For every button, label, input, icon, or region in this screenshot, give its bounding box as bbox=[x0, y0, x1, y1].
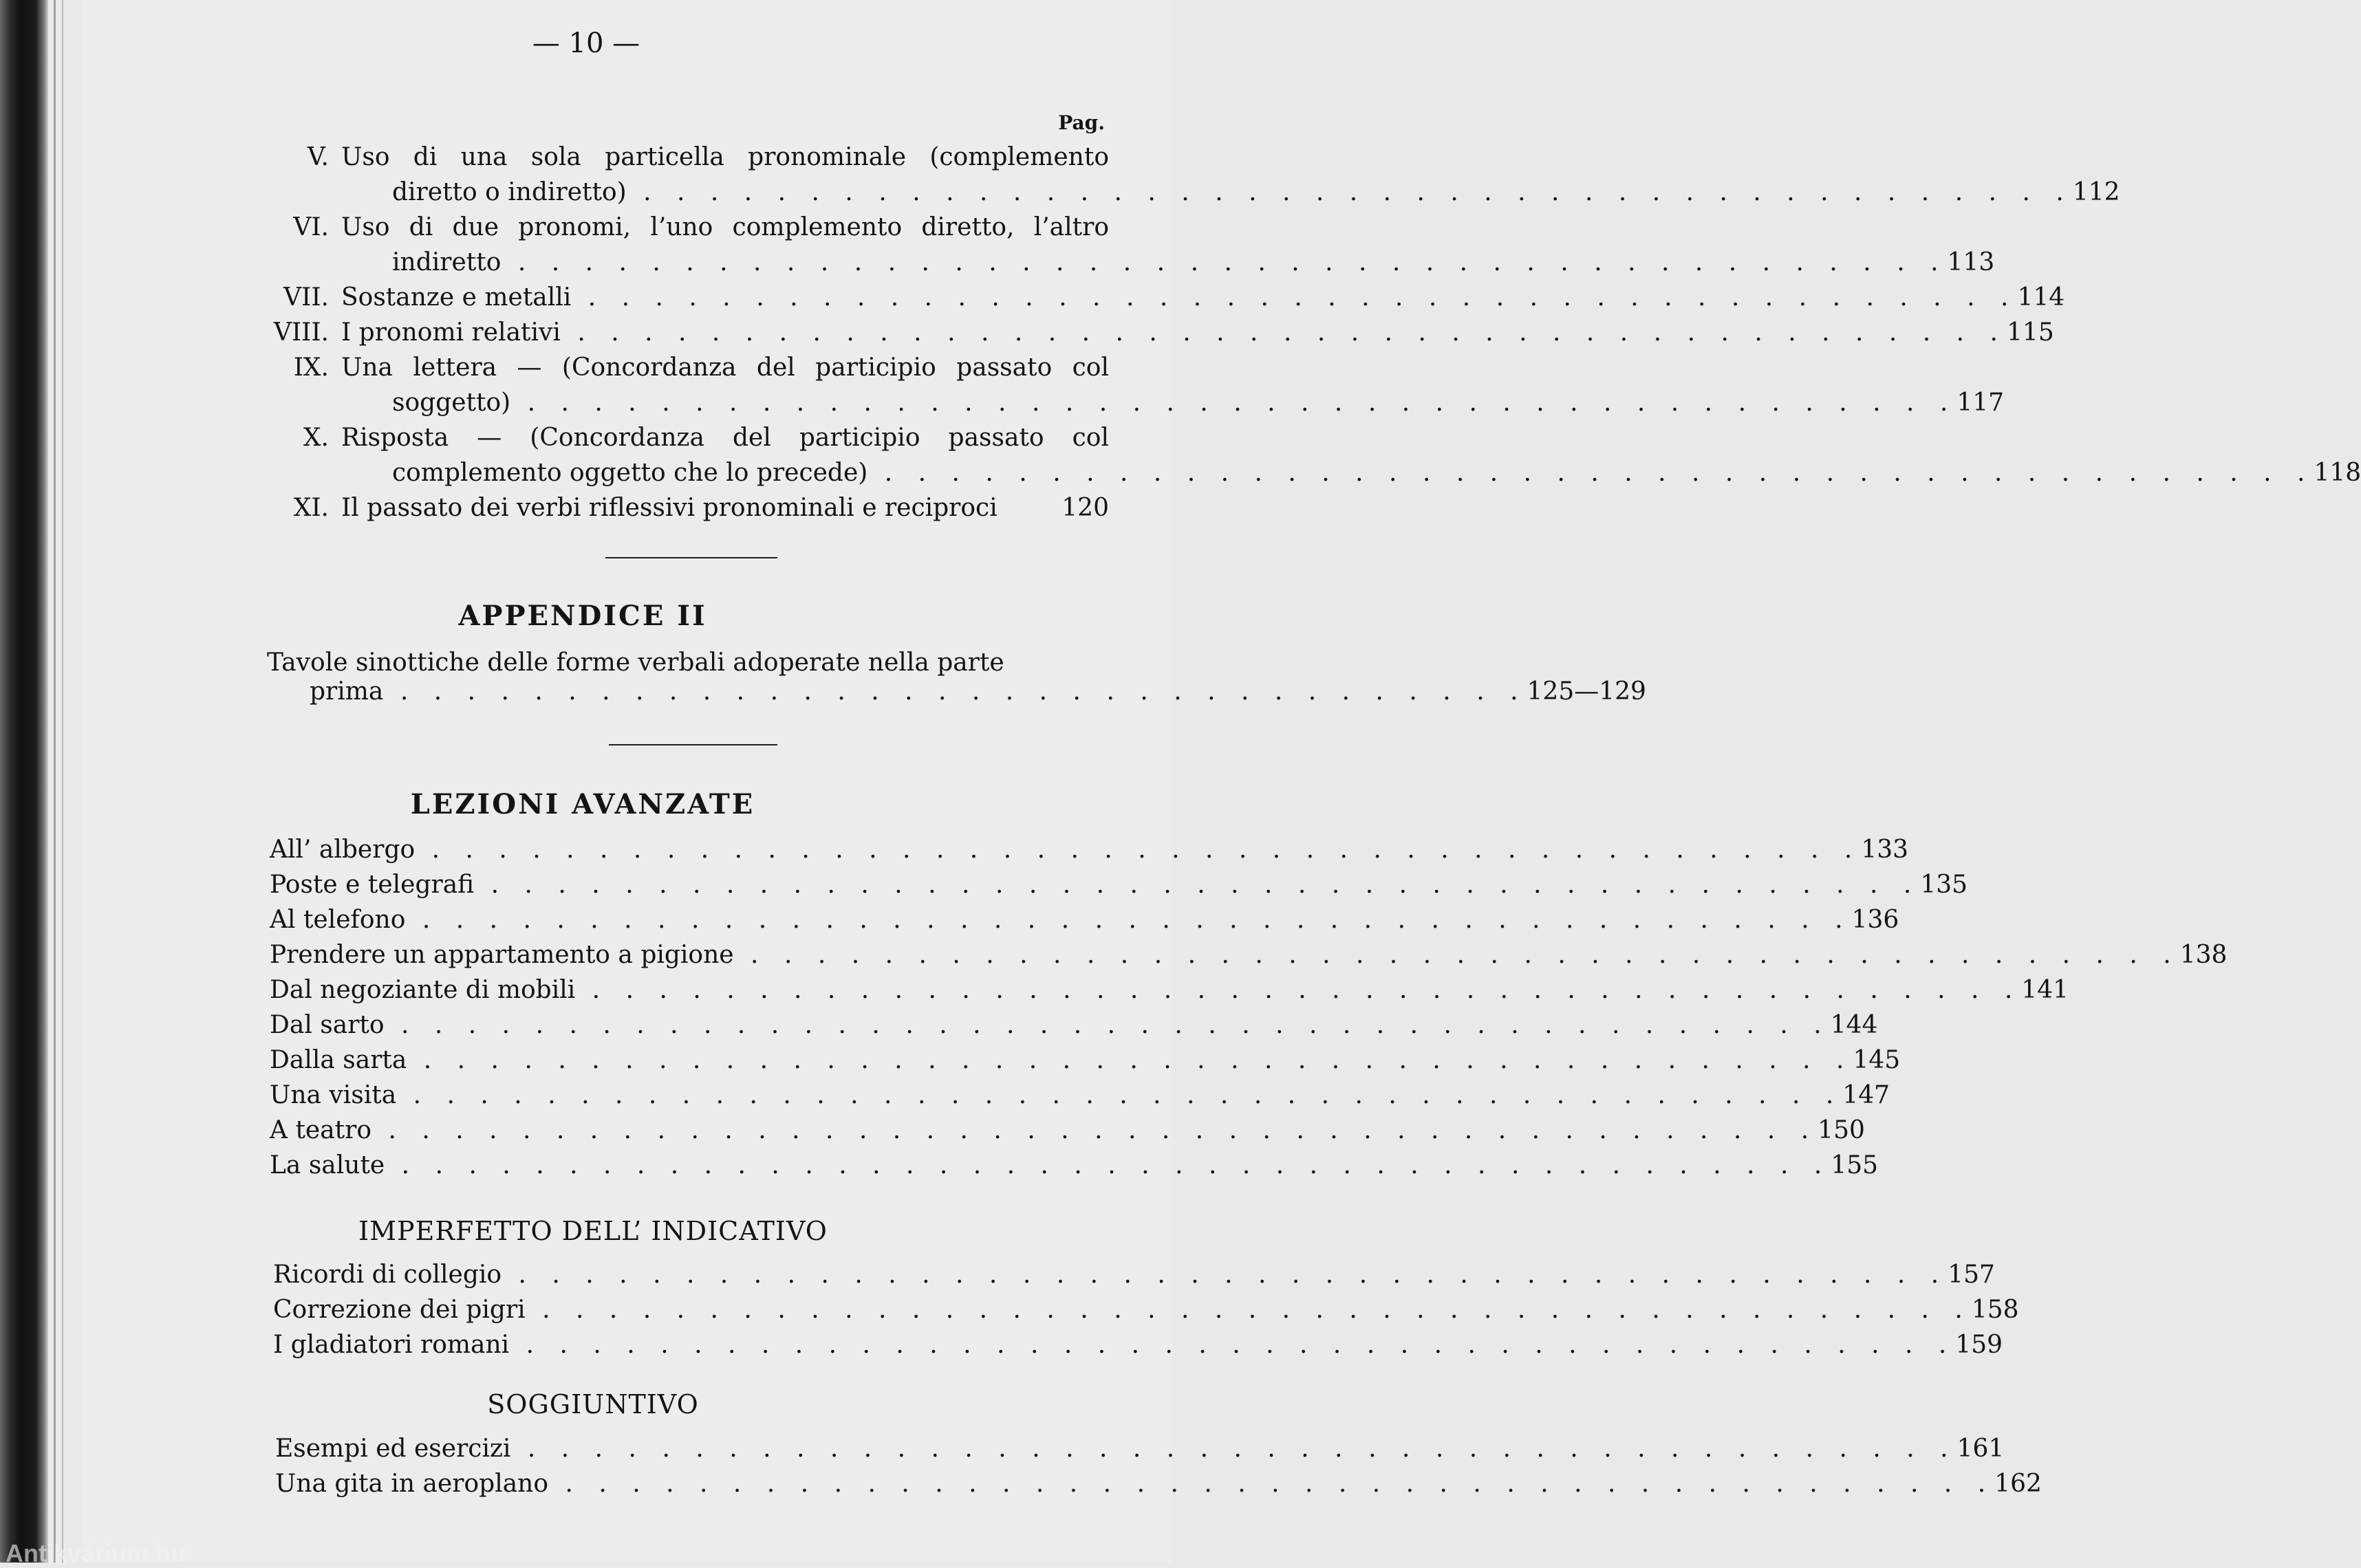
toc-number: IX. bbox=[293, 353, 329, 382]
page-edge-line bbox=[54, 0, 56, 1562]
imperfetto-label: Correzione dei pigri bbox=[273, 1296, 526, 1324]
dot-leader: . . . . . . . . . . . . . . . . . . . . . . . . . . . . . . . . . . . . . . . . . . . bbox=[571, 283, 2018, 312]
lezioni-label: Dalla sarta bbox=[270, 1046, 407, 1074]
imperfetto-entry bbox=[273, 1294, 2019, 1327]
dot-leader: . . . . . . . . . . . . . . . . . . . . . . . . . . . . . . . . . . . . . . . . . . . bbox=[384, 1011, 1831, 1039]
dot-leader: . . . . . . . . . . . . . . . . . . . . . . . . . . . . . . . . . . bbox=[383, 677, 1527, 706]
appendice-line: Tavole sinottiche delle forme verbali adoperate nella parte bbox=[267, 649, 1004, 677]
toc-page: 117 bbox=[1956, 389, 2005, 417]
toc-entry bbox=[341, 492, 1109, 525]
dot-leader: . . . . . . . . . . . . . . . . . . . . . . . . . . . . . . . . . . . . . . . . . . . bbox=[560, 318, 2007, 347]
lezioni-entry bbox=[270, 939, 2228, 972]
toc-title-line: Una lettera — (Concordanza del participio passato col bbox=[341, 353, 1109, 382]
toc-title-line: Risposta — (Concordanza del participio passato col bbox=[341, 424, 1109, 452]
dot-leader: . . . . . . . . . . . . . . . . . . . . . . . . . . . . . . . . . . . . . . . . . . . bbox=[474, 871, 1921, 899]
toc-entry bbox=[341, 281, 2065, 314]
imperfetto-entry bbox=[273, 1259, 1995, 1292]
lezioni-entry bbox=[270, 869, 1968, 902]
dot-leader: . . . . . . . . . . . . . . . . . . . . . . . . . . . . . . . . . . . . . . . . . . . bbox=[548, 1470, 1995, 1498]
imperfetto-page: 158 bbox=[1971, 1296, 2019, 1324]
lezioni-page: 145 bbox=[1853, 1046, 1901, 1074]
toc-title-line: Il passato dei verbi riflessivi pronominali e reciproci bbox=[341, 494, 998, 522]
toc-title-line: Uso di una sola particella pronominale (complemento bbox=[341, 143, 1109, 171]
toc-title-line: Sostanze e metalli bbox=[341, 283, 572, 312]
toc-title-line: Uso di due pronomi, l’uno complemento diretto, l’altro bbox=[341, 213, 1109, 241]
toc-page: 118 bbox=[2314, 459, 2361, 487]
toc-page: 113 bbox=[1947, 248, 1995, 276]
dot-leader: . . . . . . . . . . . . . . . . . . . . . . . . . . . . . . . . . . . . . . . . . . . bbox=[396, 1081, 1843, 1109]
appendice-title: APPENDICE II bbox=[458, 600, 707, 632]
toc-title-line: I pronomi relativi bbox=[341, 318, 561, 347]
lezioni-title: LEZIONI AVANZATE bbox=[410, 788, 755, 820]
lezioni-page: 144 bbox=[1830, 1011, 1878, 1039]
page-edge-line bbox=[62, 0, 63, 1562]
lezioni-page: 136 bbox=[1851, 906, 1899, 934]
dot-leader: . . . . . . . . . . . . . . . . . . . . . . . . . . . . . . . . . . . . . . . . . . . bbox=[867, 459, 2314, 487]
appendice-entry bbox=[310, 675, 1646, 708]
lezioni-entry bbox=[270, 1149, 1879, 1182]
lezioni-entry bbox=[270, 1079, 1890, 1112]
soggiuntivo-entry bbox=[275, 1468, 2042, 1501]
toc-entry bbox=[392, 246, 1995, 279]
lezioni-entry bbox=[270, 1114, 1865, 1147]
lezioni-page: 141 bbox=[2021, 976, 2069, 1004]
toc-page: 114 bbox=[2017, 283, 2065, 312]
toc-number: VI. bbox=[293, 213, 329, 241]
lezioni-page: 135 bbox=[1920, 871, 1968, 899]
lezioni-entry bbox=[270, 1044, 1901, 1077]
dot-leader: . . . . . . . . . . . . . . . . . . . . . . . . . . . . . . . . . . . . . . . . . . . bbox=[509, 1331, 1956, 1359]
toc-number: VIII. bbox=[273, 318, 329, 347]
lezioni-label: All’ albergo bbox=[270, 836, 416, 864]
dot-leader: . . . . . . . . . . . . . . . . . . . . . . . . . . . . . . . . . . . . . . . . . . . bbox=[510, 1435, 1957, 1463]
dot-leader: . . . . . . . . . . . . . . . . . . . . . . . . . . . . . . . . . . . . . . . . . . . bbox=[405, 906, 1852, 934]
toc-page: 115 bbox=[2007, 318, 2054, 347]
toc-entry bbox=[392, 386, 2005, 420]
pag-column-label: Pag. bbox=[1058, 111, 1105, 134]
imperfetto-page: 157 bbox=[1948, 1261, 1995, 1289]
dot-leader: . . . . . . . . . . . . . . . . . . . . . . . . . . . . . . . . . . . . . . . . . . . bbox=[575, 976, 2022, 1004]
lezioni-entry bbox=[270, 974, 2069, 1007]
imperfetto-label: I gladiatori romani bbox=[273, 1331, 510, 1359]
section-divider bbox=[605, 557, 777, 558]
soggiuntivo-title: SOGGIUNTIVO bbox=[487, 1389, 699, 1419]
toc-title-line: diretto o indiretto) bbox=[392, 178, 627, 206]
soggiuntivo-page: 162 bbox=[1994, 1470, 2042, 1498]
toc-entry bbox=[392, 176, 2120, 209]
spacer bbox=[998, 492, 1062, 525]
lezioni-label: Una visita bbox=[270, 1081, 397, 1109]
lezioni-label: A teatro bbox=[270, 1116, 372, 1144]
toc-number: VII. bbox=[283, 283, 329, 312]
lezioni-label: La salute bbox=[270, 1151, 385, 1179]
toc-number: X. bbox=[303, 424, 329, 452]
dot-leader: . . . . . . . . . . . . . . . . . . . . . . . . . . . . . . . . . . . . . . . . . . . bbox=[371, 1116, 1818, 1144]
section-divider bbox=[609, 744, 777, 745]
appendice-line: prima bbox=[310, 677, 384, 706]
toc-entry bbox=[341, 316, 2054, 349]
imperfetto-label: Ricordi di collegio bbox=[273, 1261, 502, 1289]
lezioni-page: 147 bbox=[1842, 1081, 1890, 1109]
dot-leader: . . . . . . . . . . . . . . . . . . . . . . . . . . . . . . . . . . . . . . . . . . . bbox=[525, 1296, 1972, 1324]
lezioni-label: Poste e telegrafi bbox=[270, 871, 475, 899]
dot-leader: . . . . . . . . . . . . . . . . . . . . . . . . . . . . . . . . . . . . . . . . . . . bbox=[385, 1151, 1831, 1179]
lezioni-entry bbox=[270, 834, 1909, 867]
soggiuntivo-label: Esempi ed esercizi bbox=[275, 1435, 511, 1463]
appendice-page: 125—129 bbox=[1527, 677, 1646, 706]
lezioni-entry bbox=[270, 1009, 1878, 1042]
imperfetto-title: IMPERFETTO DELL’ INDICATIVO bbox=[358, 1216, 828, 1246]
lezioni-page: 150 bbox=[1818, 1116, 1865, 1144]
toc-page: 112 bbox=[2072, 178, 2120, 206]
toc-entry bbox=[392, 457, 2361, 490]
dot-leader: . . . . . . . . . . . . . . . . . . . . . . . . . . . . . . . . . . . . . . . . . . . bbox=[407, 1046, 1853, 1074]
dot-leader: . . . . . . . . . . . . . . . . . . . . . . . . . . . . . . . . . . . . . . . . . . . bbox=[733, 941, 2180, 969]
toc-number: XI. bbox=[293, 494, 329, 522]
toc-title-line: indiretto bbox=[392, 248, 502, 276]
dot-leader: . . . . . . . . . . . . . . . . . . . . . . . . . . . . . . . . . . . . . . . . . . . bbox=[510, 389, 1957, 417]
page-number-header: — 10 — bbox=[532, 28, 640, 59]
lezioni-label: Dal negoziante di mobili bbox=[270, 976, 576, 1004]
soggiuntivo-entry bbox=[275, 1433, 2005, 1466]
imperfetto-page: 159 bbox=[1955, 1331, 2003, 1359]
soggiuntivo-page: 161 bbox=[1956, 1435, 2005, 1463]
lezioni-page: 138 bbox=[2179, 941, 2228, 969]
soggiuntivo-label: Una gita in aeroplano bbox=[275, 1470, 549, 1498]
dot-leader: . . . . . . . . . . . . . . . . . . . . . . . . . . . . . . . . . . . . . . . . . . . bbox=[501, 248, 1948, 276]
dot-leader: . . . . . . . . . . . . . . . . . . . . . . . . . . . . . . . . . . . . . . . . . . . bbox=[415, 836, 1862, 864]
lezioni-label: Dal sarto bbox=[270, 1011, 385, 1039]
lezioni-page: 133 bbox=[1861, 836, 1909, 864]
toc-title-line: complemento oggetto che lo precede) bbox=[392, 459, 868, 487]
watermark: Antikvárium.hu bbox=[6, 1539, 186, 1567]
toc-page: 120 bbox=[1061, 494, 1109, 522]
lezioni-label: Al telefono bbox=[270, 906, 406, 934]
lezioni-label: Prendere un appartamento a pigione bbox=[270, 941, 734, 969]
imperfetto-entry bbox=[273, 1329, 2003, 1362]
dot-leader: . . . . . . . . . . . . . . . . . . . . . . . . . . . . . . . . . . . . . . . . . . . bbox=[626, 178, 2073, 206]
book-spine bbox=[0, 0, 48, 1562]
lezioni-entry bbox=[270, 904, 1899, 937]
lezioni-page: 155 bbox=[1831, 1151, 1879, 1179]
toc-number: V. bbox=[307, 143, 329, 171]
toc-title-line: soggetto) bbox=[392, 389, 511, 417]
dot-leader: . . . . . . . . . . . . . . . . . . . . . . . . . . . . . . . . . . . . . . . . . . . bbox=[502, 1261, 1948, 1289]
